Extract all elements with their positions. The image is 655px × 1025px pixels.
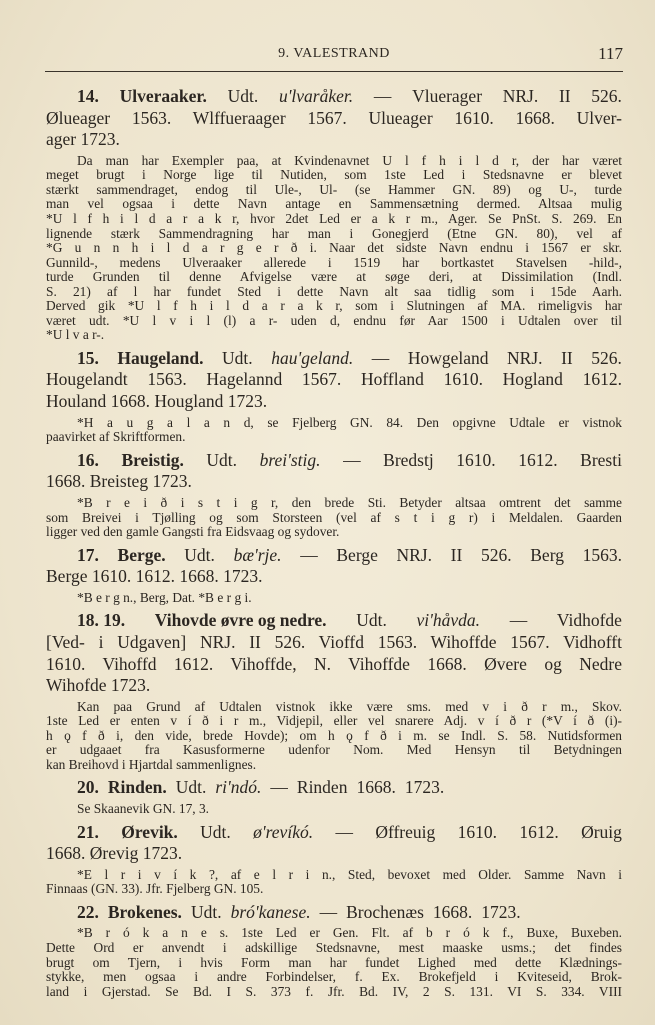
entry-number: 15. — [77, 347, 99, 368]
commentary-line: Kan paa Grund af Udtalen vistnok ikke være sms. med v i ð r m., Skov. — [77, 698, 622, 714]
historical-form-text: 1668. — [356, 777, 396, 798]
historical-form-text: Vidhofde — [556, 610, 622, 631]
commentary-line: *H a u g a l a n d, se Fjelberg GN. 84. Den opgivne Udtale er vistnok — [77, 414, 622, 430]
historical-form-text: 526. — [591, 86, 622, 106]
historical-form-text: — — [343, 449, 361, 470]
commentary-line: *B e r g n., Berg, Dat. *B e r g i. — [77, 589, 252, 605]
pronunciation: vi'håvda. — [416, 610, 481, 631]
historical-form-text: 1563. — [582, 544, 622, 565]
entry-number: 21. — [77, 821, 99, 842]
commentary-line: været udt. *U l v i l (l) a r- uden d, endnu før Aar 1500 i Udtalen over til — [46, 312, 622, 328]
entry-heading-line: Hougelandt 1563. Hagelannd 1567. Hoffland 1610. Hogland 1612. — [46, 369, 622, 390]
udt-label: Udt. — [190, 901, 222, 922]
place-name-entry — [46, 86, 622, 343]
commentary-line: S. 21) af l har fundet Sted i dette Navn alt saa tidlig som i 15de Aarh. — [46, 283, 622, 299]
pronunciation: bró'kanese. — [230, 901, 311, 922]
entry-heading-line: Berge 1610. 1612. 1668. 1723. — [46, 566, 263, 587]
page-number: 117 — [598, 44, 623, 63]
commentary-line: ligger ved den gamle Gangsti fra Eidsvaag og sydover. — [46, 524, 340, 540]
header-rule — [45, 71, 623, 72]
commentary-line: Da man har Exempler paa, at Kvindenavnet U l f h i l d r, der har været — [77, 152, 622, 168]
historical-form-text: Brochenæs — [346, 901, 424, 922]
udt-label: Udt. — [222, 347, 253, 368]
entry-commentary — [46, 868, 622, 897]
commentary-line: *B r e i ð i s t i g r, den brede Sti. Betyder altsaa omtrent det samme — [77, 494, 622, 510]
pronunciation: ø'revíkó. — [253, 821, 314, 842]
place-name-entry — [46, 545, 622, 606]
commentary-line: som Breivei i Tjølling og som Storsteen (vel af s t i g r) i Meldalen. Gaarden — [46, 509, 622, 525]
commentary-line: *E l r i v í k ?, af e l r i n., Sted, bevoxet med Older. Samme Navn i — [77, 866, 622, 882]
place-name-entry — [46, 450, 622, 540]
entry-commentary — [46, 591, 622, 606]
entry-heading-first-line — [46, 777, 622, 799]
historical-form-text: — — [509, 610, 528, 631]
entry-number: 17. — [77, 544, 99, 565]
historical-form-text: 1610. — [457, 821, 497, 842]
entry-heading-line: [Ved- i Udgaven] NRJ. II 526. Vioffd 1563. Wihoffde 1567. Vidhofft — [46, 631, 622, 652]
commentary-line: lignende stærk Sammendragning har man i Gonegjerd (Etne GN. 80), vel af — [46, 225, 622, 241]
entry-number: 20. — [77, 777, 99, 798]
udt-label: Udt. — [175, 777, 207, 798]
entry-commentary — [46, 926, 622, 999]
commentary-line: Finnaas (GN. 33). Jfr. Fjelberg GN. 105. — [46, 881, 264, 897]
entry-number: 18. 19. — [77, 610, 126, 631]
commentary-line: turde Grunden til denne Afvigelse være at søge deri, at Dissimilation (Indl. — [46, 269, 622, 285]
entry-number: 14. — [77, 86, 99, 106]
entry-heading-line: 1668. Ørevig 1723. — [46, 843, 183, 864]
historical-form-text: 1723. — [404, 777, 445, 798]
entry-commentary — [46, 496, 622, 540]
entry-commentary — [46, 416, 622, 445]
commentary-line: kan Breihovd i Hjartdal sammenlignes. — [46, 756, 257, 772]
historical-form-text: 1612. — [519, 821, 559, 842]
place-name: Brokenes. — [107, 901, 182, 922]
commentary-line: er udgaaet fra Kasusformerne udenfor Nom. Med Hensyn til Betydningen — [46, 742, 622, 758]
place-name-entry — [46, 822, 622, 897]
historical-form-text: Øffreuig — [375, 821, 436, 842]
entry-heading-line: Wihofde 1723. — [46, 675, 151, 696]
commentary-line: Se Skaanevik GN. 17, 3. — [77, 801, 210, 817]
place-name: Haugeland. — [117, 347, 204, 368]
entry-heading-first-line — [46, 86, 622, 108]
historical-form-text: 1668. — [432, 901, 473, 922]
historical-form-text: NRJ. — [396, 544, 432, 565]
historical-form-text: — — [373, 86, 392, 106]
entry-heading-first-line — [46, 902, 622, 924]
historical-form-text: Berge — [336, 544, 378, 565]
entry-heading-first-line — [46, 822, 622, 844]
commentary-line: land i Gjerstad. Se Bd. I S. 373 f. Jfr. Bd. IV, 2 S. 131. VI S. 334. VIII — [46, 983, 622, 999]
running-head-title: 9. VALESTRAND — [278, 46, 390, 61]
entry-heading-first-line — [46, 610, 622, 632]
historical-form-text: 526. — [591, 347, 622, 368]
entry-heading-line: Houland 1668. Hougland 1723. — [46, 391, 268, 412]
commentary-line: meget brugt i Norge lige til Nutiden, som 1ste Led i Stedsnavne er blevet — [46, 167, 622, 183]
udt-label: Udt. — [200, 821, 231, 842]
historical-form-text: — — [300, 544, 318, 565]
udt-label: Udt. — [184, 544, 215, 565]
entry-commentary — [46, 802, 622, 817]
historical-form-text: — — [335, 821, 353, 842]
historical-form-text: NRJ. — [502, 86, 539, 106]
historical-form-text: Berg — [530, 544, 564, 565]
historical-form-text: Vluerager — [412, 86, 483, 106]
running-head — [45, 44, 623, 66]
pronunciation: u'lvaråker. — [278, 86, 354, 106]
historical-form-text: II — [558, 86, 571, 106]
historical-form-text: — — [371, 347, 390, 368]
place-name: Rinden. — [107, 777, 167, 798]
historical-form-text: 1723. — [481, 901, 521, 922]
place-name: Breistig. — [121, 449, 184, 470]
entries-list — [46, 86, 622, 1004]
commentary-line: stærkt sammendraget, endog til Ule-, Ul- (se Hammer GN. 89) og U-, turde — [46, 181, 622, 197]
historical-form-text: 1612. — [518, 449, 558, 470]
historical-form-text: 526. — [480, 544, 512, 565]
entry-number: 22. — [77, 901, 99, 922]
commentary-line: brugt om Tjern, i hvis Form man har fundet Lighed med dette Klædnings- — [46, 954, 622, 970]
pronunciation: hau'geland. — [271, 347, 354, 368]
entry-heading-line: 1668. Breisteg 1723. — [46, 471, 192, 492]
place-name-entry — [46, 610, 622, 772]
entry-heading-first-line — [46, 348, 622, 370]
historical-form-text: II — [450, 544, 463, 565]
historical-form-text: II — [561, 347, 573, 368]
commentary-line: Gunnild-, medens Ulveraaker allerede i 1519 har bortkastet Stavelsen -hild-, — [46, 254, 622, 270]
historical-form-text: 1610. — [456, 449, 496, 470]
commentary-line: 1ste Led er enten v í ð i r m., Vidjepil, eller vel snarere Adj. v í ð r (*V í ð (i)- — [46, 713, 622, 729]
commentary-line: h ǫ f ð i, den vide, brede Hovde); om h ǫ f ð i m. se Indl. S. 58. Nutidsformen — [46, 727, 622, 743]
commentary-line: stykke, men ogsaa i andre Forbindelser, f. Ex. Brokefjeld i Kviteseid, Brok- — [46, 969, 622, 985]
commentary-line: man vel ogsaa i dette Navn antage en Sammensætning dermed. Altsaa mulig — [46, 196, 622, 212]
pronunciation: bæ'rje. — [233, 544, 282, 565]
entry-commentary — [46, 154, 622, 343]
entry-commentary — [46, 700, 622, 773]
pronunciation: brei'stig. — [259, 449, 321, 470]
historical-form-text: — — [319, 901, 338, 922]
entry-heading-first-line — [46, 450, 622, 472]
historical-form-text: — — [270, 777, 288, 798]
commentary-line: Dette Ord er anvendt i adskillige Stedsnavne, mest maaske usms.; det findes — [46, 940, 622, 955]
commentary-line: paavirket af Skriftformen. — [46, 429, 186, 445]
place-name-entry — [46, 777, 622, 816]
historical-form-text: Bredstj — [383, 449, 434, 470]
commentary-line: *B r ó k a n e s. 1ste Led er Gen. Flt. af b r ó k f., Buxe, Buxeben. — [77, 925, 622, 941]
place-name-entry — [46, 348, 622, 445]
entry-heading-first-line — [46, 545, 622, 567]
udt-label: Udt. — [206, 449, 238, 470]
historical-form-text: Howgeland — [407, 347, 489, 368]
historical-form-text: Rinden — [296, 777, 348, 798]
entry-number: 16. — [77, 449, 99, 470]
place-name: Vihovde øvre og nedre. — [154, 610, 327, 631]
historical-form-text: Øruig — [581, 821, 622, 842]
entry-heading-line: 1610. Vihoffd 1612. Vihoffde, N. Vihoffde 1668. Øvere og Nedre — [46, 653, 622, 674]
commentary-line: *U l v a r-. — [46, 327, 105, 343]
udt-label: Udt. — [227, 86, 259, 106]
place-name-entry — [46, 902, 622, 999]
place-name: Ulveraaker. — [119, 86, 207, 106]
commentary-line: *G u n n h i l d a r g e r ð i. Naar det sidste Navn endnu i 1567 er skr. — [46, 240, 622, 256]
place-name: Ørevik. — [121, 821, 178, 842]
place-name: Berge. — [117, 544, 166, 565]
commentary-line: *U l f h i l d a r a k r, hvor 2det Led er a k r m., Ager. Se PnSt. S. 269. En — [46, 210, 622, 226]
entry-heading-line: Ølueager 1563. Wlffueraager 1567. Ulueager 1610. 1668. Ulver- — [46, 107, 622, 128]
historical-form-text: Bresti — [580, 449, 622, 470]
commentary-line: Derved gik *U l f h i l d a r a k r, som i Slutningen af MA. rimeligvis har — [46, 298, 622, 314]
pronunciation: ri'ndó. — [215, 777, 262, 798]
historical-form-text: NRJ. — [507, 347, 543, 368]
entry-heading-line: ager 1723. — [46, 129, 120, 150]
udt-label: Udt. — [356, 610, 387, 631]
